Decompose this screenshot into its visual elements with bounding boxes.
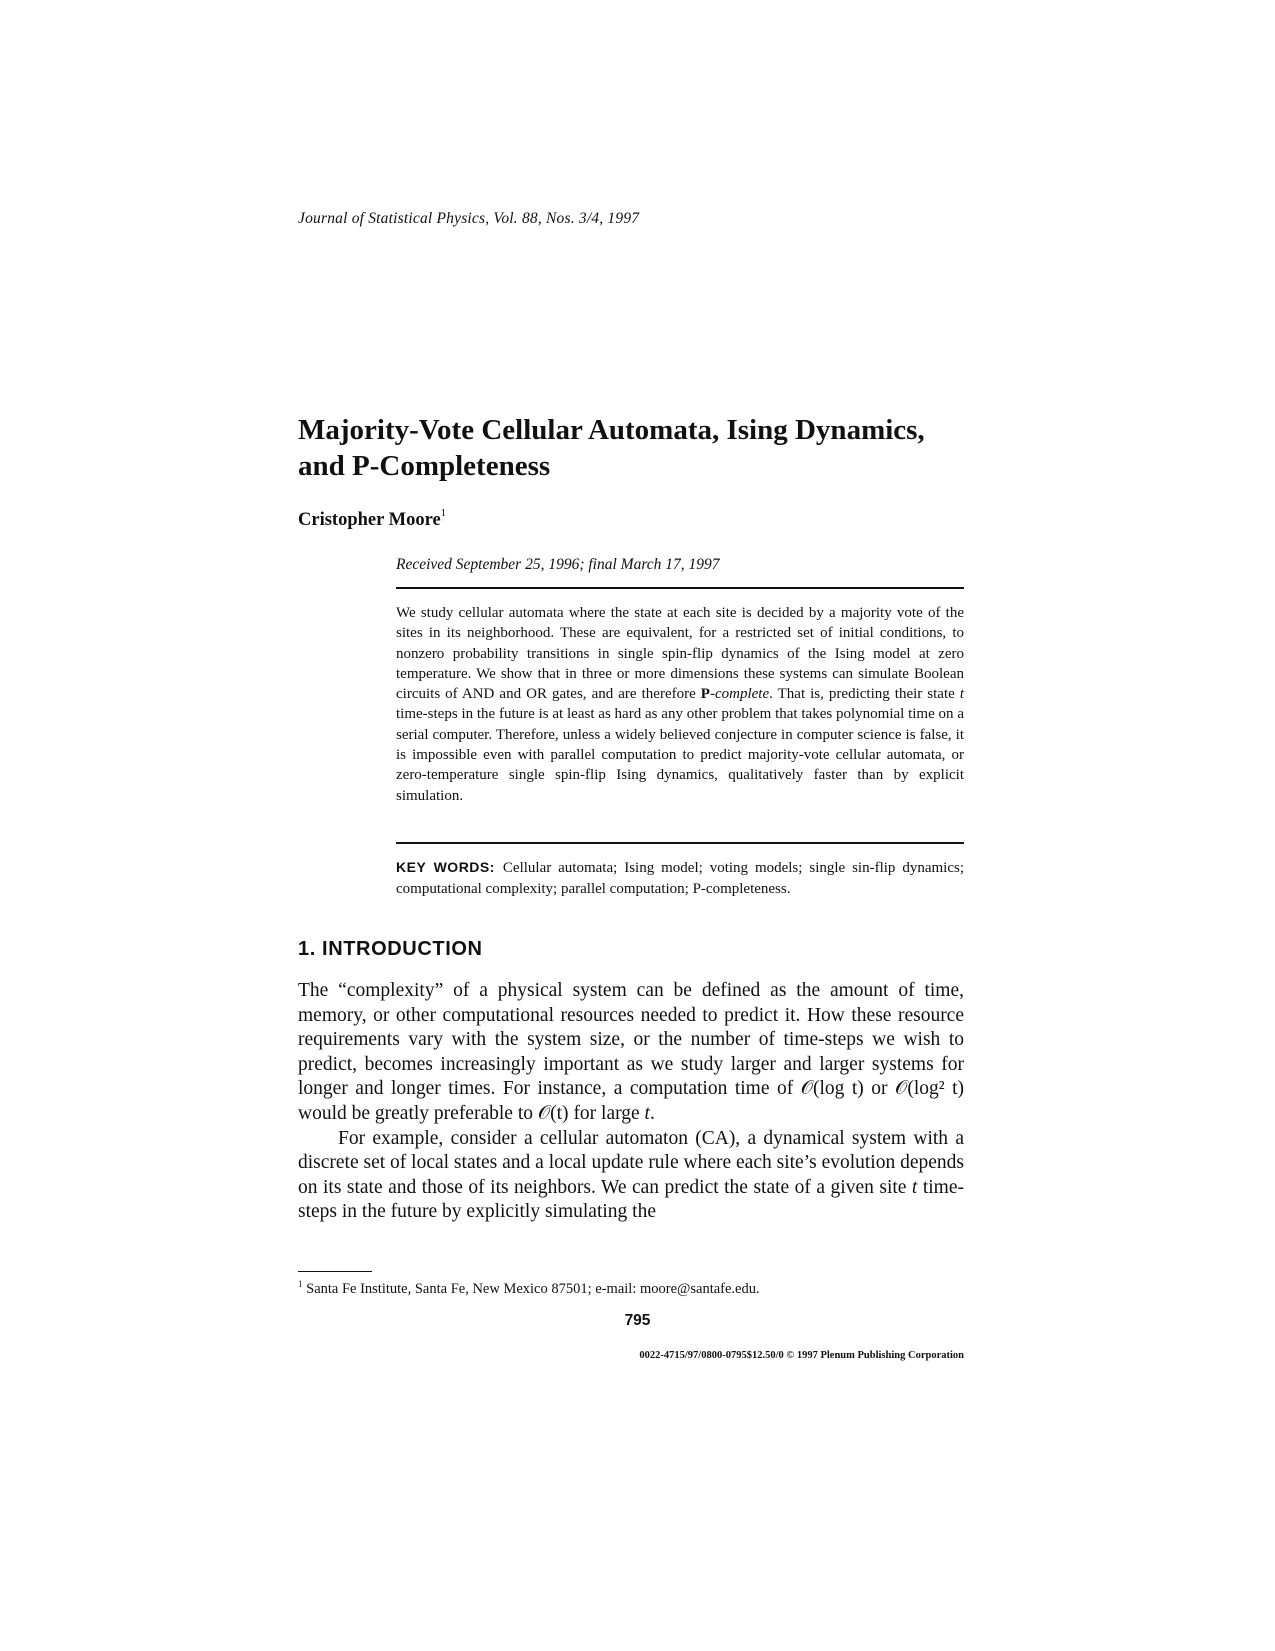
introduction-body <box>298 979 964 1225</box>
journal-citation: Journal of Statistical Physics, Vol. 88, Nos. 3/4, 1997 <box>298 210 640 227</box>
section-heading: 1. INTRODUCTION <box>298 938 483 960</box>
received-dates: Received September 25, 1996; final March 17, 1997 <box>396 556 720 573</box>
footnote-text: Santa Fe Institute, Santa Fe, New Mexico 87501; e-mail: moore@santafe.edu. <box>306 1280 760 1297</box>
footnote-mark: 1 <box>298 1279 303 1289</box>
title-line-1: Majority-Vote Cellular Automata, Ising Dynamics, <box>298 414 925 446</box>
abstract: We study cellular automata where the state at each site is decided by a majority vote of the sites in its neighborhood. These are equivalent, for a restricted set of initial conditions, to nonzero probability transitions in single spin-flip dynamics of the Ising model at zero temperature. We show that in three or more dimensions these systems can simulate Boolean circuits of AND and OR gates, and are therefore P-complete. That is, predicting their state t time-steps in the future is at least as hard as any other problem that takes polynomial time on a serial computer. Therefore, unless a widely believed conjecture in computer science is false, it is impossible even with parallel computation to predict majority-vote cellular automata, or zero-temperature single spin-flip Ising dynamics, qualitatively faster than by explicit simulation. <box>396 605 964 804</box>
author-footnote-mark: 1 <box>440 507 447 519</box>
abstract-bottom-rule <box>396 842 964 844</box>
title-line-2: and P-Completeness <box>298 450 551 482</box>
intro-paragraph-1: The “complexity” of a physical system can be defined as the amount of time, memory, or other computational resources needed to predict it. How these resource requirements vary with the system size, or the number of time-steps we wish to predict, becomes increasingly important as we study larger and larger systems for longer and longer times. For instance, a computation time of 𝒪(log t) or 𝒪(log² t) would be greatly preferable to 𝒪(t) for large t. <box>298 980 964 1124</box>
keywords <box>396 857 964 899</box>
page-number: 795 <box>624 1312 651 1329</box>
copyright-line: 0022-4715/97/0800-0795$12.50/0 © 1997 Plenum Publishing Corporation <box>639 1350 964 1361</box>
intro-paragraph-2: For example, consider a cellular automaton (CA), a dynamical system with a discrete set of local states and a local update rule where each site’s evolution depends on its state and those of its neighbors. We can predict the state of a given site t time-steps in the future by explicitly simulating the <box>298 1127 964 1223</box>
abstract-top-rule <box>396 587 964 589</box>
keywords-text: Cellular automata; Ising model; voting models; single sin-flip dynamics; computational complexity; parallel computation; P-completeness. <box>396 860 964 897</box>
author-name: Cristopher Moore <box>298 510 441 531</box>
footnote <box>298 1279 760 1298</box>
keywords-label: KEY WORDS: <box>396 859 495 875</box>
paper-title <box>298 412 978 484</box>
author-line <box>298 509 446 531</box>
p-letter: P <box>700 686 710 703</box>
footnote-rule <box>298 1271 372 1272</box>
